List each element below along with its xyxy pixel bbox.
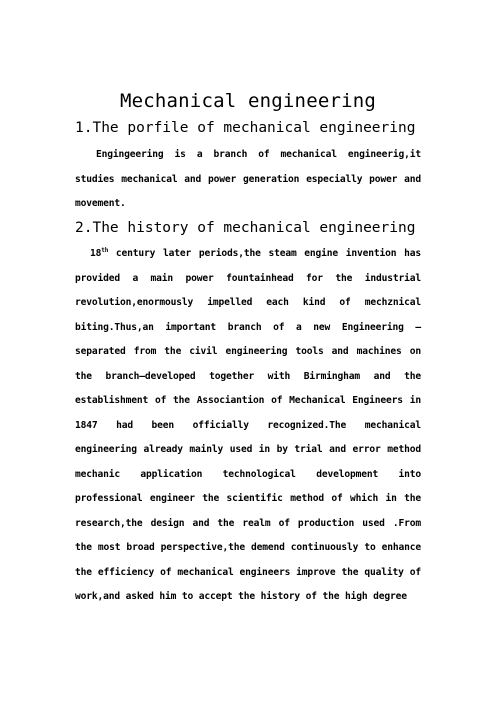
century-number: 18 [90, 248, 102, 259]
section-paragraph-history [75, 242, 421, 610]
ordinal-superscript: th [101, 247, 109, 254]
paragraph-text: Engingeering is a branch of mechanical engineerig,it studies mechanical and power generation especially power and movement. [75, 149, 421, 209]
paragraph-text: century later periods,the steam engine invention has provided a main power fountainhead for the industrial revolution,enormously impelled each kind of mechznical biting.Thus,an important branch of a new Engineering – separated from the civil engineering tools and machines on the branch–developed together with Birmingham and the establishment of the Associantion of Mechanical Engineers in 1847 had been officially recognized.The mechanical engineering already mainly used in by trial and error method mechanic application technological development into professional engineer the scientific method of which in the research,the design and the realm of production used .From the most broad perspective,the demend continuously to enhance the efficiency of mechanical engineers improve the quality of work,and asked him to accept the history of the high degree [75, 248, 421, 602]
section-heading-profile: 1.The porfile of mechanical engineering [75, 120, 416, 136]
section-paragraph-profile [75, 143, 421, 217]
section-heading-history: 2.The history of mechanical engineering [75, 220, 416, 236]
document-title: Mechanical engineering [119, 90, 377, 112]
